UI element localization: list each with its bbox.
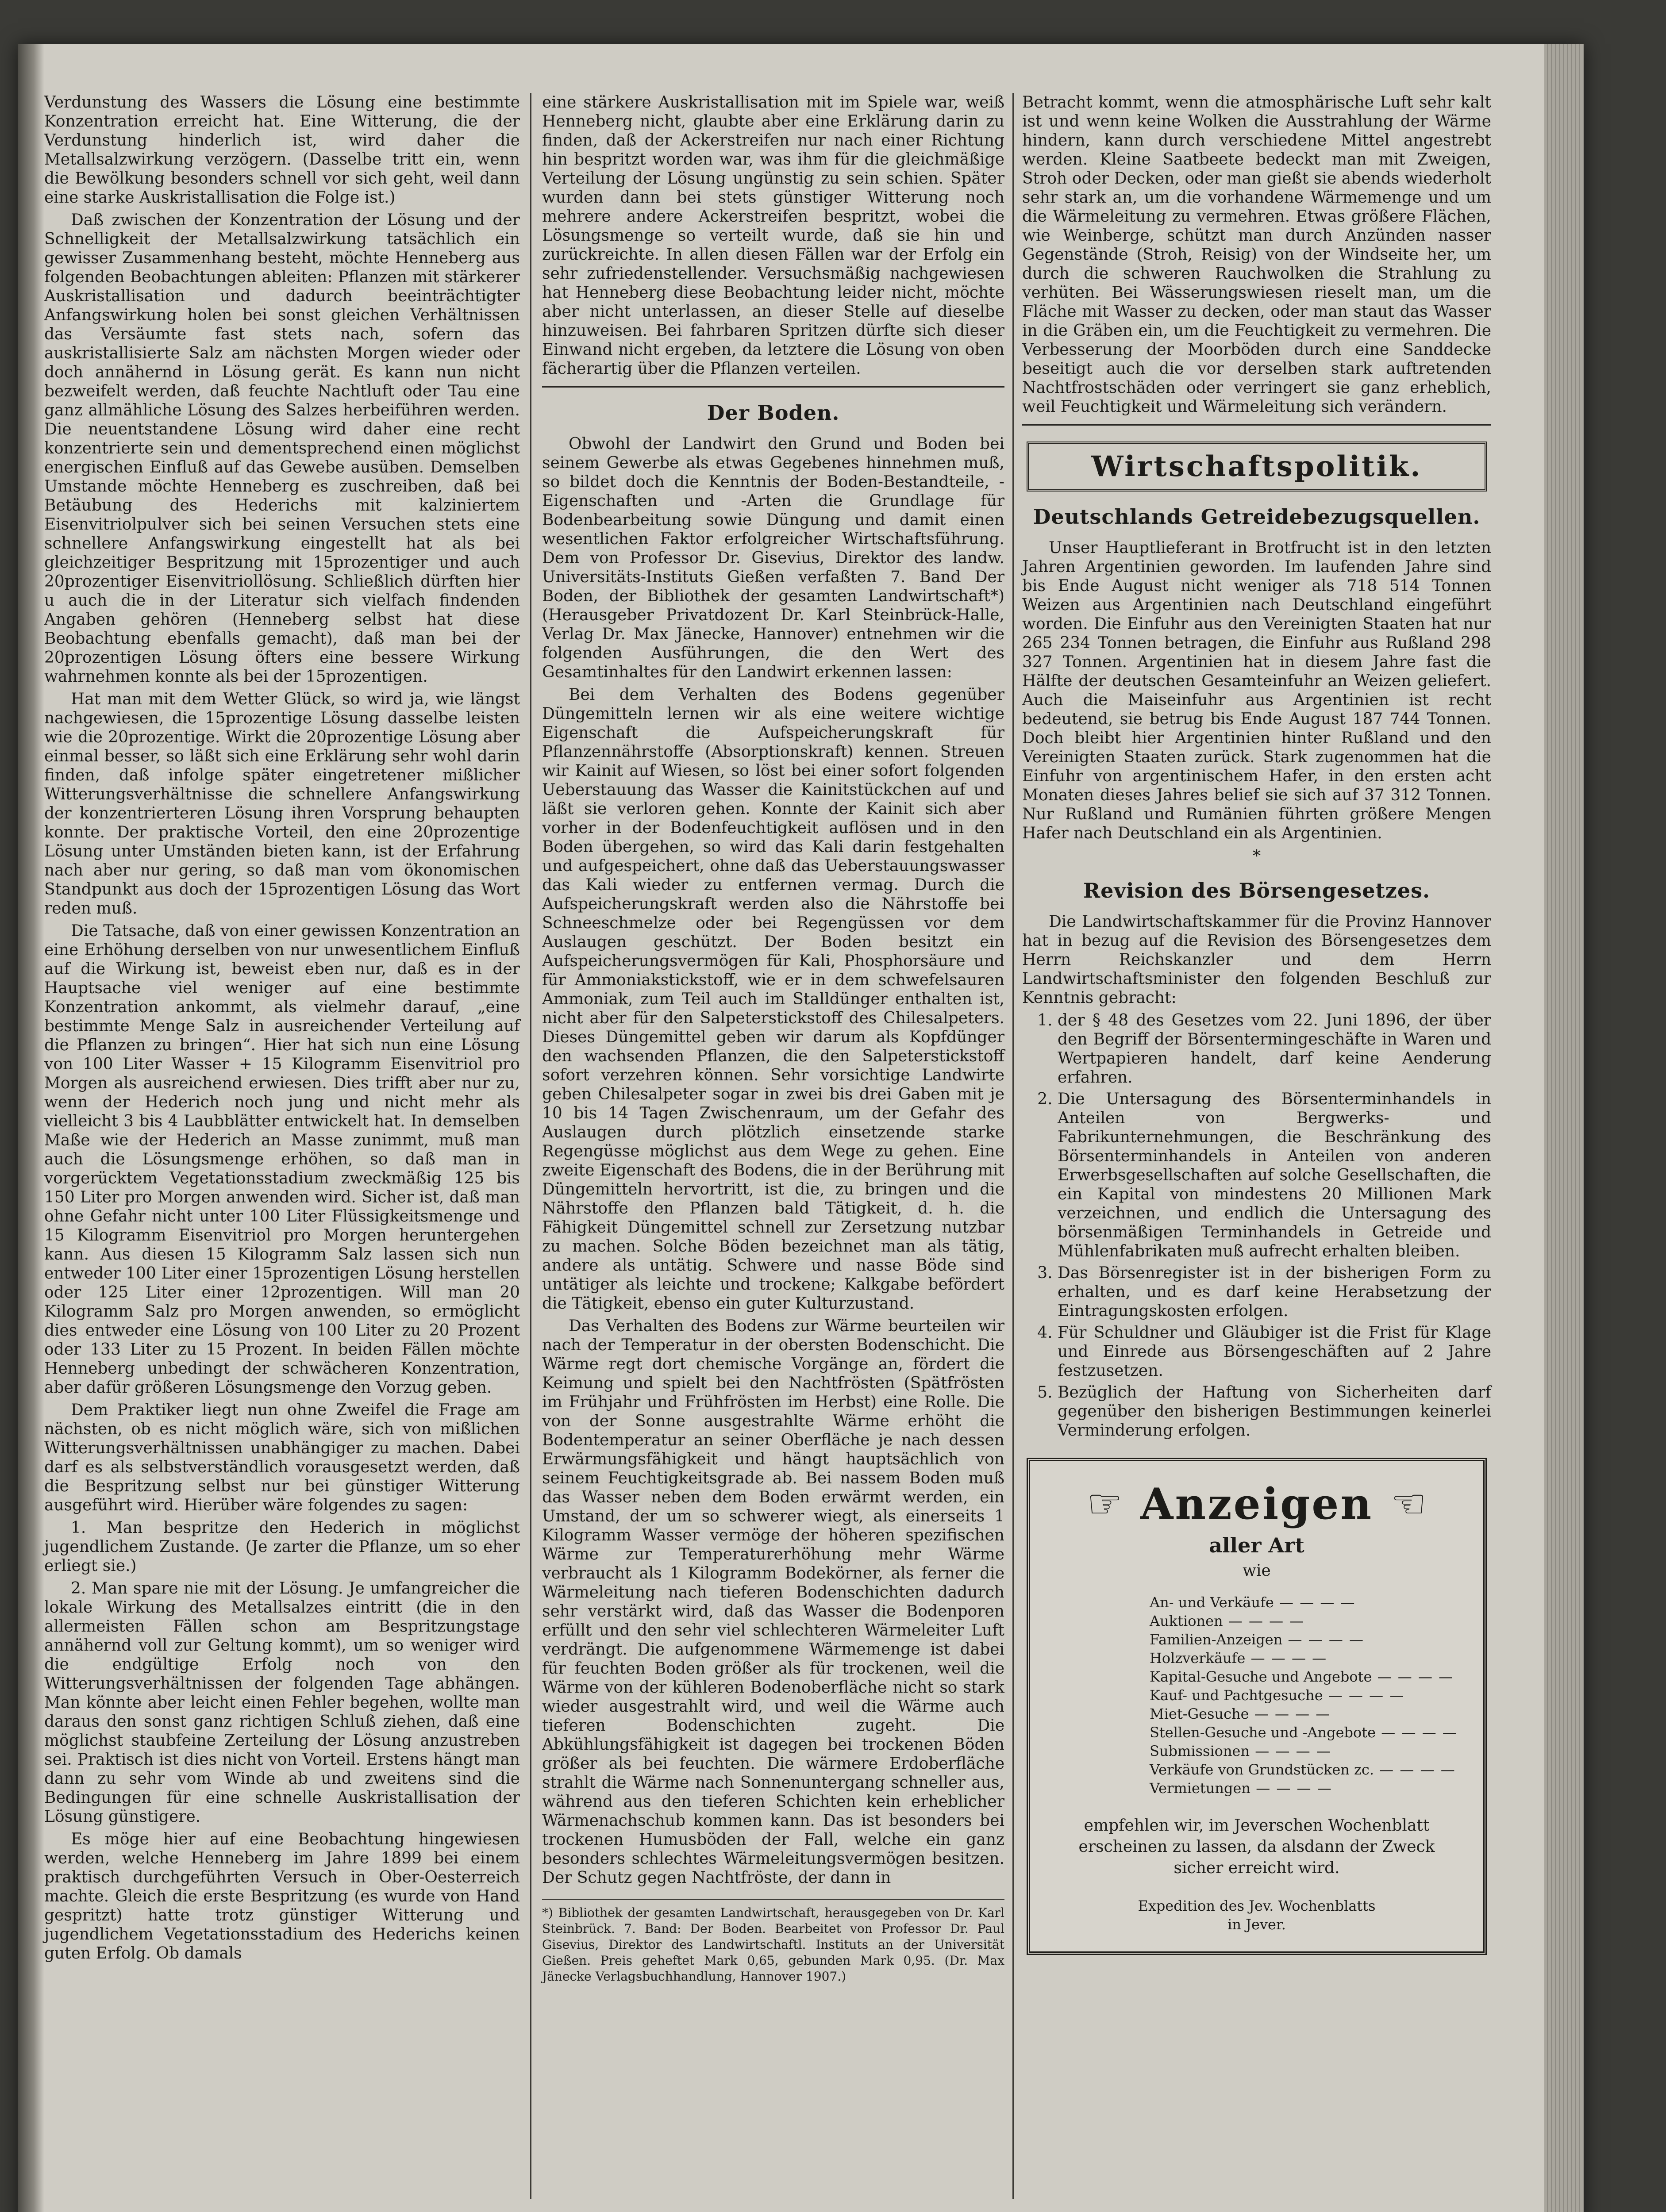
list-item: Stellen-Gesuche und -Angebote — — — — <box>1150 1723 1461 1742</box>
paragraph: Dem Praktiker liegt nun ohne Zweifel die Frage am nächsten, ob es nicht möglich wäre, sich von mißlichen Witterungsverhältnissen unabhängiger zu machen. Dabei darf es als selbstverständlich vorausgesetzt werden, daß die Bespritzung selbst nur bei günstiger Witterung ausgeführt wird. Hierüber wäre folgendes zu sagen: <box>44 1401 520 1514</box>
ad-expedition-line: Expedition des Jev. Wochenblatts <box>1138 1897 1376 1914</box>
list-item: Auktionen — — — — <box>1150 1612 1461 1630</box>
paragraph: Daß zwischen der Konzentration der Lösung und der Schnelligkeit der Metallsalzwirkung tatsächlich ein gewisser Zusammenhang besteht, möchte Henneberg aus folgenden Beobachtungen ableiten: Pflanzen mit stärkerer Auskristallisation und dadurch beeinträchtigter Anfangswirkung holen bei sonst gleichen Verhältnissen das Versäumte fast stets nach, sofern das auskristallisierte Salz am nächsten Morgen wieder oder doch annähernd in Lösung gerät. Es kann nun nicht bezweifelt werden, daß feuchte Nachtluft oder Tau eine ganz allmähliche Lösung des Salzes herbeiführen werden. Die neuentstandene Lösung wird daher eine recht konzentrierte sein und dementsprechend einen möglichst energischen Einfluß auf das Gewebe ausüben. Demselben Umstande möchte Henneberg es zuschreiben, daß bei Betäubung des Hederichs mit kalziniertem Eisenvitriolpulver sich bei seinen Versuchen stets eine schnellere Anfangswirkung eingestellt hat als bei gleichzeitiger Bespritzung mit 15prozentiger und auch 20prozentiger Eisenvitriollösung. Schließlich dürften hier u auch die in der Literatur sich vielfach findenden Angaben gehören (Henneberg selbst hat diese Beobachtung ebenfalls gemacht), daß man bei der 20prozentigen Lösung öfters eine bessere Wirkung wahrnehmen konnte als bei der 15prozentigen. <box>44 211 520 686</box>
divider <box>542 386 1004 388</box>
paragraph: Betracht kommt, wenn die atmosphärische Luft sehr kalt ist und wenn keine Wolken die Ausstrahlung der Wärme hindern, kann durch verschiedene Mittel angestrebt werden. Kleine Saatbeete bedeckt man mit Zweigen, Stroh oder Decken, oder man gießt sie abends wiederholt sehr stark an, um die vorhandene Wärmemenge und um die Wärmeleitung zu vermehren. Etwas größere Flächen, wie Weinberge, schützt man durch Anzünden nasser Gegenstände (Stroh, Reisig) von der Windseite her, um durch die schweren Rauchwolken die Strahlung zu verhüten. Bei Wässerungswiesen rieselt man, um die Fläche mit Wasser zu decken, oder man staut das Wasser in die Gräben ein, um die Feuchtigkeit zu vermehren. Die Verbesserung der Moorböden durch eine Sanddecke beseitigt auch die vor derselben stark auftretenden Nachtfrostschäden oder verringert sie ganz erheblich, weil Feuchtigkeit und Wärmeleitung sich verändern. <box>1022 93 1491 416</box>
section-heading: Wirtschaftspolitik. <box>1027 442 1487 492</box>
ad-category-list <box>1150 1593 1461 1797</box>
paragraph: Obwohl der Landwirt den Grund und Boden bei seinem Gewerbe als etwas Gegebenes hinnehmen muß, so bildet doch die Kenntnis der Boden-Bestandteile, -Eigenschaften und -Arten die Grundlage für Bodenbearbeitung sowie Düngung und damit einen wesentlichen Faktor erfolgreicher Wirtschaftsführung. Dem von Professor Dr. Gisevius, Direktor des landw. Universitäts-Instituts Gießen verfaßten 7. Band Der Boden, der Bibliothek der gesamten Landwirtschaft*) (Herausgeber Privatdozent Dr. Karl Steinbrück-Halle, Verlag Dr. Max Jänecke, Hannover) entnehmen wir die folgenden Ausführungen, die den Wert des Gesamtinhaltes für den Landwirt erkennen lassen: <box>542 435 1004 681</box>
list-item: Kapital-Gesuche und Angebote — — — — <box>1150 1667 1461 1686</box>
list-item: 3. Das Börsenregister ist in der bisherigen Form zu erhalten, und es darf keine Herabsetzung der Eintragungskosten erfolgen. <box>1058 1263 1491 1321</box>
list-item: Kauf- und Pachtgesuche — — — — <box>1150 1686 1461 1705</box>
list-item: 4. Für Schuldner und Gläubiger ist die Frist für Klage und Einrede aus Börsengeschäften auf 2 Jahre festzusetzen. <box>1058 1323 1491 1380</box>
advertisement-box <box>1027 1458 1487 1955</box>
pointing-hand-icon: ☜ <box>1391 1480 1427 1527</box>
paragraph: Das Verhalten des Bodens zur Wärme beurteilen wir nach der Temperatur in der obersten Bodenschicht. Die Wärme regt dort chemische Vorgänge an, fördert die Keimung und spielt bei den Nachtfrösten (Spätfrösten im Frühjahr und Frühfrösten im Herbst) eine Rolle. Die von der Sonne ausgestrahlte Wärme erhöht die Bodentemperatur an seiner Oberfläche je nach dessen Erwärmungsfähigkeit und hängt hauptsächlich von seinem Feuchtigkeitsgrade ab. Bei nassem Boden muß das Wasser neben dem Boden erwärmt werden, ein Umstand, der um so schwerer wiegt, als einerseits 1 Kilogramm Wasser vermöge der höheren spezifischen Wärme zur Temperaturerhöhung mehr Wärme verbraucht als 1 Kilogramm Bodekörner, als ferner die Wärmeleitung nach tieferen Bodenschichten dadurch sehr verstärkt wird, daß das Wasser die Bodenporen erfüllt und den sehr viel schlechteren Wärmeleiter Luft verdrängt. Die aufgenommene Wärmemenge ist dabei für feuchten Boden größer als für trockenen, weil die Wärme von der kühleren Bodenoberfläche nicht so stark wieder ausgestrahlt wird, und weil die Wärme auch tieferen Bodenschichten zugeht. Die Abkühlungsfähigkeit ist dagegen bei trockenen Böden größer als bei feuchten. Die wärmere Erdoberfläche strahlt die Wärme nach Sonnenuntergang schneller aus, während aus den tieferen Schichten kein erheblicher Wärmenachschub kommen kann. Das ist besonders bei trockenen Humusböden der Fall, welche ein ganz besonders schlechtes Wärmeleitungsvermögen besitzen. Der Schutz gegen Nachtfröste, der dann in <box>542 1317 1004 1887</box>
resolution-list <box>1022 1011 1491 1440</box>
ad-title-row <box>1052 1479 1461 1529</box>
page-edge-stack <box>1544 44 1584 2212</box>
list-item: Verkäufe von Grundstücken zc. — — — — <box>1150 1760 1461 1779</box>
pointing-hand-icon: ☞ <box>1087 1480 1123 1527</box>
paragraph: Unser Hauptlieferant in Brotfrucht ist in den letzten Jahren Argentinien geworden. Im laufenden Jahre sind bis Ende August nicht weniger als 718 514 Tonnen Weizen aus Argentinien nach Deutschland eingeführt worden. Die Einfuhr aus den Vereinigten Staaten hat nur 265 234 Tonnen betragen, die Einfuhr aus Rußland 298 327 Tonnen. Argentinien hat in diesem Jahre fast die Hälfte der deutschen Gesamteinfuhr an Weizen geliefert. Auch die Maiseinfuhr aus Argentinien ist recht bedeutend, sie betrug bis Ende August 187 744 Tonnen. Doch bleibt hier Argentinien hinter Rußland und den Vereinigten Staaten zurück. Stark zugenommen hat die Einfuhr von argentinischem Hafer, in den ersten acht Monaten dieses Jahres belief sie sich auf 37 312 Tonnen. Nur Rußland und Rumänien führten größere Mengen Hafer nach Deutschland ein als Argentinien. <box>1022 539 1491 842</box>
article-heading: Revision des Börsengesetzes. <box>1083 879 1431 902</box>
list-item: Vermietungen — — — — <box>1150 1779 1461 1797</box>
ad-footer <box>1052 1815 1461 1879</box>
ad-wie: wie <box>1243 1562 1271 1580</box>
ad-subtitle: aller Art <box>1209 1533 1304 1557</box>
ad-expedition <box>1052 1897 1461 1934</box>
article-heading: Deutschlands Getreidebezugsquellen. <box>1033 505 1481 529</box>
paragraph: eine stärkere Auskristallisation mit im Spiele war, weiß Henneberg nicht, glaubte aber eine Erklärung darin zu finden, daß der Ackerstreifen nur nach einer Richtung hin bespritzt worden war, was ihm für die gleichmäßige Verteilung der Lösung ungünstig zu sein schien. Später wurden dann bei stets günstiger Witterung noch mehrere andere Ackerstreifen bespritzt, wobei die Lösungsmenge so verteilt wurde, daß sie hin und zurückreichte. In allen diesen Fällen war der Erfolg ein sehr zufriedenstellender. Versuchsmäßig nachgewiesen hat Henneberg diese Beobachtung leider nicht, möchte aber nicht unterlassen, an dieser Stelle auf dieselbe hinzuweisen. Bei fahrbaren Spritzen dürfte sich dieser Einwand nicht ergeben, da letztere die Lösung von oben fächerartig über die Pflanzen verteilen. <box>542 93 1004 378</box>
paragraph: 2. Man spare nie mit der Lösung. Je umfangreicher die lokale Wirkung des Metallsalzes eintritt (die in den allermeisten Fällen schon am Bespritzungstage annähernd voll zur Geltung kommt), um so weniger wird die endgültige Erfolg noch von den Witterungsverhältnissen der folgenden Tage abhängen. Man könnte aber leicht einen Fehler begehen, wollte man daraus den sonst ganz richtigen Schluß ziehen, daß eine möglichst staubfeine Zerteilung der Lösung anzustreben sei. Praktisch ist dies nicht von Vorteil. Erstens hängt man dann zu sehr vom Winde ab und zweitens sind die Bedingungen für eine schnelle Auskristallisation der Lösung günstigere. <box>44 1579 520 1826</box>
list-item: Submissionen — — — — <box>1150 1742 1461 1760</box>
list-item: Miet-Gesuche — — — — <box>1150 1705 1461 1723</box>
list-item: 5. Bezüglich der Haftung von Sicherheiten darf gegenüber den bisherigen Bestimmungen keinerlei Verminderung erfolgen. <box>1058 1383 1491 1440</box>
paragraph: Es möge hier auf eine Beobachtung hingewiesen werden, welche Henneberg im Jahre 1899 bei einem praktisch durchgeführten Versuch in Ober-Oesterreich machte. Gleich die erste Bespritzung (es wurde von Hand gespritzt) hatte trotz günstiger Witterung und jugendlichem Vegetationsstadium des Hederichs keinen guten Erfolg. Ob damals <box>44 1830 520 1962</box>
paragraph: Die Landwirtschaftskammer für die Provinz Hannover hat in bezug auf die Revision des Börsengesetzes dem Herrn Reichskanzler und dem Herrn Landwirtschaftsminister den folgenden Beschluß zur Kenntnis gebracht: <box>1022 913 1491 1007</box>
ad-title: Anzeigen <box>1140 1479 1374 1529</box>
ad-footer-line: sicher erreicht wird. <box>1174 1859 1340 1877</box>
paragraph: 1. Man bespritze den Hederich in möglichst jugendlichem Zustande. (Je zarter die Pflanze, um so eher erliegt sie.) <box>44 1519 520 1575</box>
ad-expedition-line: in Jever. <box>1227 1916 1286 1933</box>
article-heading: Der Boden. <box>707 401 840 425</box>
paragraph: Hat man mit dem Wetter Glück, so wird ja, wie längst nachgewiesen, die 15prozentige Lösung dasselbe leisten wie die 20prozentige. Wirkt die 20prozentige Lösung aber einmal besser, so läßt sich eine Erklärung sehr wohl darin finden, daß infolge später eingetretener mißlicher Witterungsverhältnisse die schnellere Anfangswirkung der konzentrierteren Lösung ihren Vorsprung behaupten konnte. Der praktische Vorteil, den eine 20prozentige Lösung unter Umständen bieten kann, ist der Erfahrung nach aber nur gering, so daß man vom ökonomischen Standpunkt aus doch der 15prozentigen Lösung das Wort reden muß. <box>44 690 520 918</box>
newspaper-page <box>18 44 1584 2212</box>
column-rule <box>1012 93 1014 2199</box>
list-item: Holzverkäufe — — — — <box>1150 1649 1461 1667</box>
binding-gutter <box>18 44 44 2212</box>
list-item: An- und Verkäufe — — — — <box>1150 1593 1461 1612</box>
ad-footer-line: erscheinen zu lassen, da alsdann der Zweck <box>1078 1838 1435 1856</box>
column-3 <box>1022 93 1491 1955</box>
list-item: 1. der § 48 des Gesetzes vom 22. Juni 1896, der über den Begriff der Börsentermingeschäfte in Waren und Wertpapieren handelt, darf keine Aenderung erfahren. <box>1058 1011 1491 1087</box>
ad-footer-line: empfehlen wir, im Jeverschen Wochenblatt <box>1084 1816 1430 1835</box>
footnote: *) Bibliothek der gesamten Landwirtschaft, herausgegeben von Dr. Karl Steinbrück. 7. Band: Der Boden. Bearbeitet von Professor Dr. Paul Gisevius, Direktor des Landwirtschaftl. Instituts an der Universität Gießen. Preis geheftet Mark 0,65, gebunden Mark 0,95. (Dr. Max Jänecke Verlagsbuchhandlung, Hannover 1907.) <box>542 1899 1004 1985</box>
column-2 <box>542 93 1004 1985</box>
paragraph: Verdunstung des Wassers die Lösung eine bestimmte Konzentration erreicht hat. Eine Witterung, die der Verdunstung hinderlich ist, wird daher die Metallsalzwirkung verzögern. (Dasselbe tritt ein, wenn die Bewölkung besonders schnell vor sich geht, weil dann eine starke Auskristallisation die Folge ist.) <box>44 93 520 207</box>
divider <box>1022 424 1491 426</box>
separator-asterisk: * <box>1253 847 1261 865</box>
paragraph: Die Tatsache, daß von einer gewissen Konzentration an eine Erhöhung derselben von nur unwesentlichem Einfluß auf die Wirkung ist, beweist eben nur, daß es in der Hauptsache viel weniger auf eine bestimmte Konzentration ankommt, als vielmehr darauf, „eine bestimmte Menge Salz in ausreichender Verteilung auf die Pflanzen zu bringen“. Hier hat sich nun eine Lösung von 100 Liter Wasser + 15 Kilogramm Eisenvitriol pro Morgen als ausreichend erwiesen. Dies trifft aber nur zu, wenn der Hederich noch jung und nicht mehr als vielleicht 3 bis 4 Laubblätter entwickelt hat. In demselben Maße wie der Hederich an Masse zunimmt, muß man auch die Lösungsmenge erhöhen, so daß man in vorgerücktem Vegetationsstadium zweckmäßig 125 bis 150 Liter pro Morgen anwenden wird. Sicher ist, daß man ohne Gefahr nicht unter 100 Liter Flüssigkeitsmenge und 15 Kilogramm Eisenvitriol pro Morgen heruntergehen kann. Aus diesen 15 Kilogramm Salz lassen sich nun entweder 100 Liter einer 15prozentigen Lösung herstellen oder 125 Liter einer 12prozentigen. Will man 20 Kilogramm Salz pro Morgen anwenden, so ermöglicht dies entweder eine Lösung von 100 Liter zu 20 Prozent oder 133 Liter zu 15 Prozent. In beiden Fällen möchte Henneberg unbedingt der schwächeren Konzentration, aber dafür größeren Lösungsmenge den Vorzug geben. <box>44 922 520 1397</box>
list-item: Familien-Anzeigen — — — — <box>1150 1630 1461 1649</box>
column-rule <box>530 93 531 2199</box>
list-item: 2. Die Untersagung des Börsenterminhandels in Anteilen von Bergwerks- und Fabrikunternehmungen, die Beschränkung des Börsenterminhandels in Anteilen von anderen Erwerbsgesellschaften auf solche Gesellschaften, die ein Kapital von mindestens 20 Millionen Mark verzeichnen, und endlich die Untersagung des börsenmäßigen Terminhandels in Getreide und Mühlenfabrikaten muß aufrecht erhalten bleiben. <box>1058 1090 1491 1261</box>
column-1 <box>44 93 520 1966</box>
paragraph: Bei dem Verhalten des Bodens gegenüber Düngemitteln lernen wir als eine weitere wichtige Eigenschaft die Aufspeicherungskraft für Pflanzennährstoffe (Absorptionskraft) kennen. Streuen wir Kainit auf Wiesen, so löst bei einer sofort folgenden Ueberstauung das Wasser die Kainitstückchen auf und läßt sie verloren gehen. Konnte der Kainit sich aber vorher in der Bodenfeuchtigkeit auflösen und in den Boden übergehen, so wird das Kali darin festgehalten und aufgespeichert, ohne daß das Ueberstauungswasser das Kali wieder zu entfernen vermag. Durch die Aufspeicherungskraft werden also die Nährstoffe bei Schneeschmelze oder bei Regengüssen vor dem Auslaugen geschützt. Der Boden besitzt ein Aufspeicherungsvermögen für Kali, Phosphorsäure und für Ammoniakstickstoff, wie er in dem schwefelsauren Ammoniak, zum Teil auch im Stalldünger enthalten ist, nicht aber für den Salpeterstickstoff des Chilesalpeters. Dieses Düngemittel geben wir darum als Kopfdünger den wachsenden Pflanzen, die den Salpeterstickstoff sofort verzehren können. Sehr vorsichtige Landwirte geben Chilesalpeter sogar in zwei bis drei Gaben mit je 10 bis 14 Tagen Zwischenraum, um der Gefahr des Auslaugen durch plötzlich einsetzende starke Regengüsse möglichst aus dem Wege zu gehen. Eine zweite Eigenschaft des Bodens, die in der Berührung mit Düngemitteln hervortritt, ist die, zu bringen und die Nährstoffe den Pflanzen bald Tätigkeit, d. h. die Fähigkeit Düngemittel schnell zur Zersetzung nutzbar zu machen. Solche Böden bezeichnet man als tätig, andere als untätig. Schwere und nasse Böde sind untätiger als leichte und trockene; Kalkgabe befördert die Tätigkeit, ebenso ein guter Kulturzustand. <box>542 686 1004 1313</box>
